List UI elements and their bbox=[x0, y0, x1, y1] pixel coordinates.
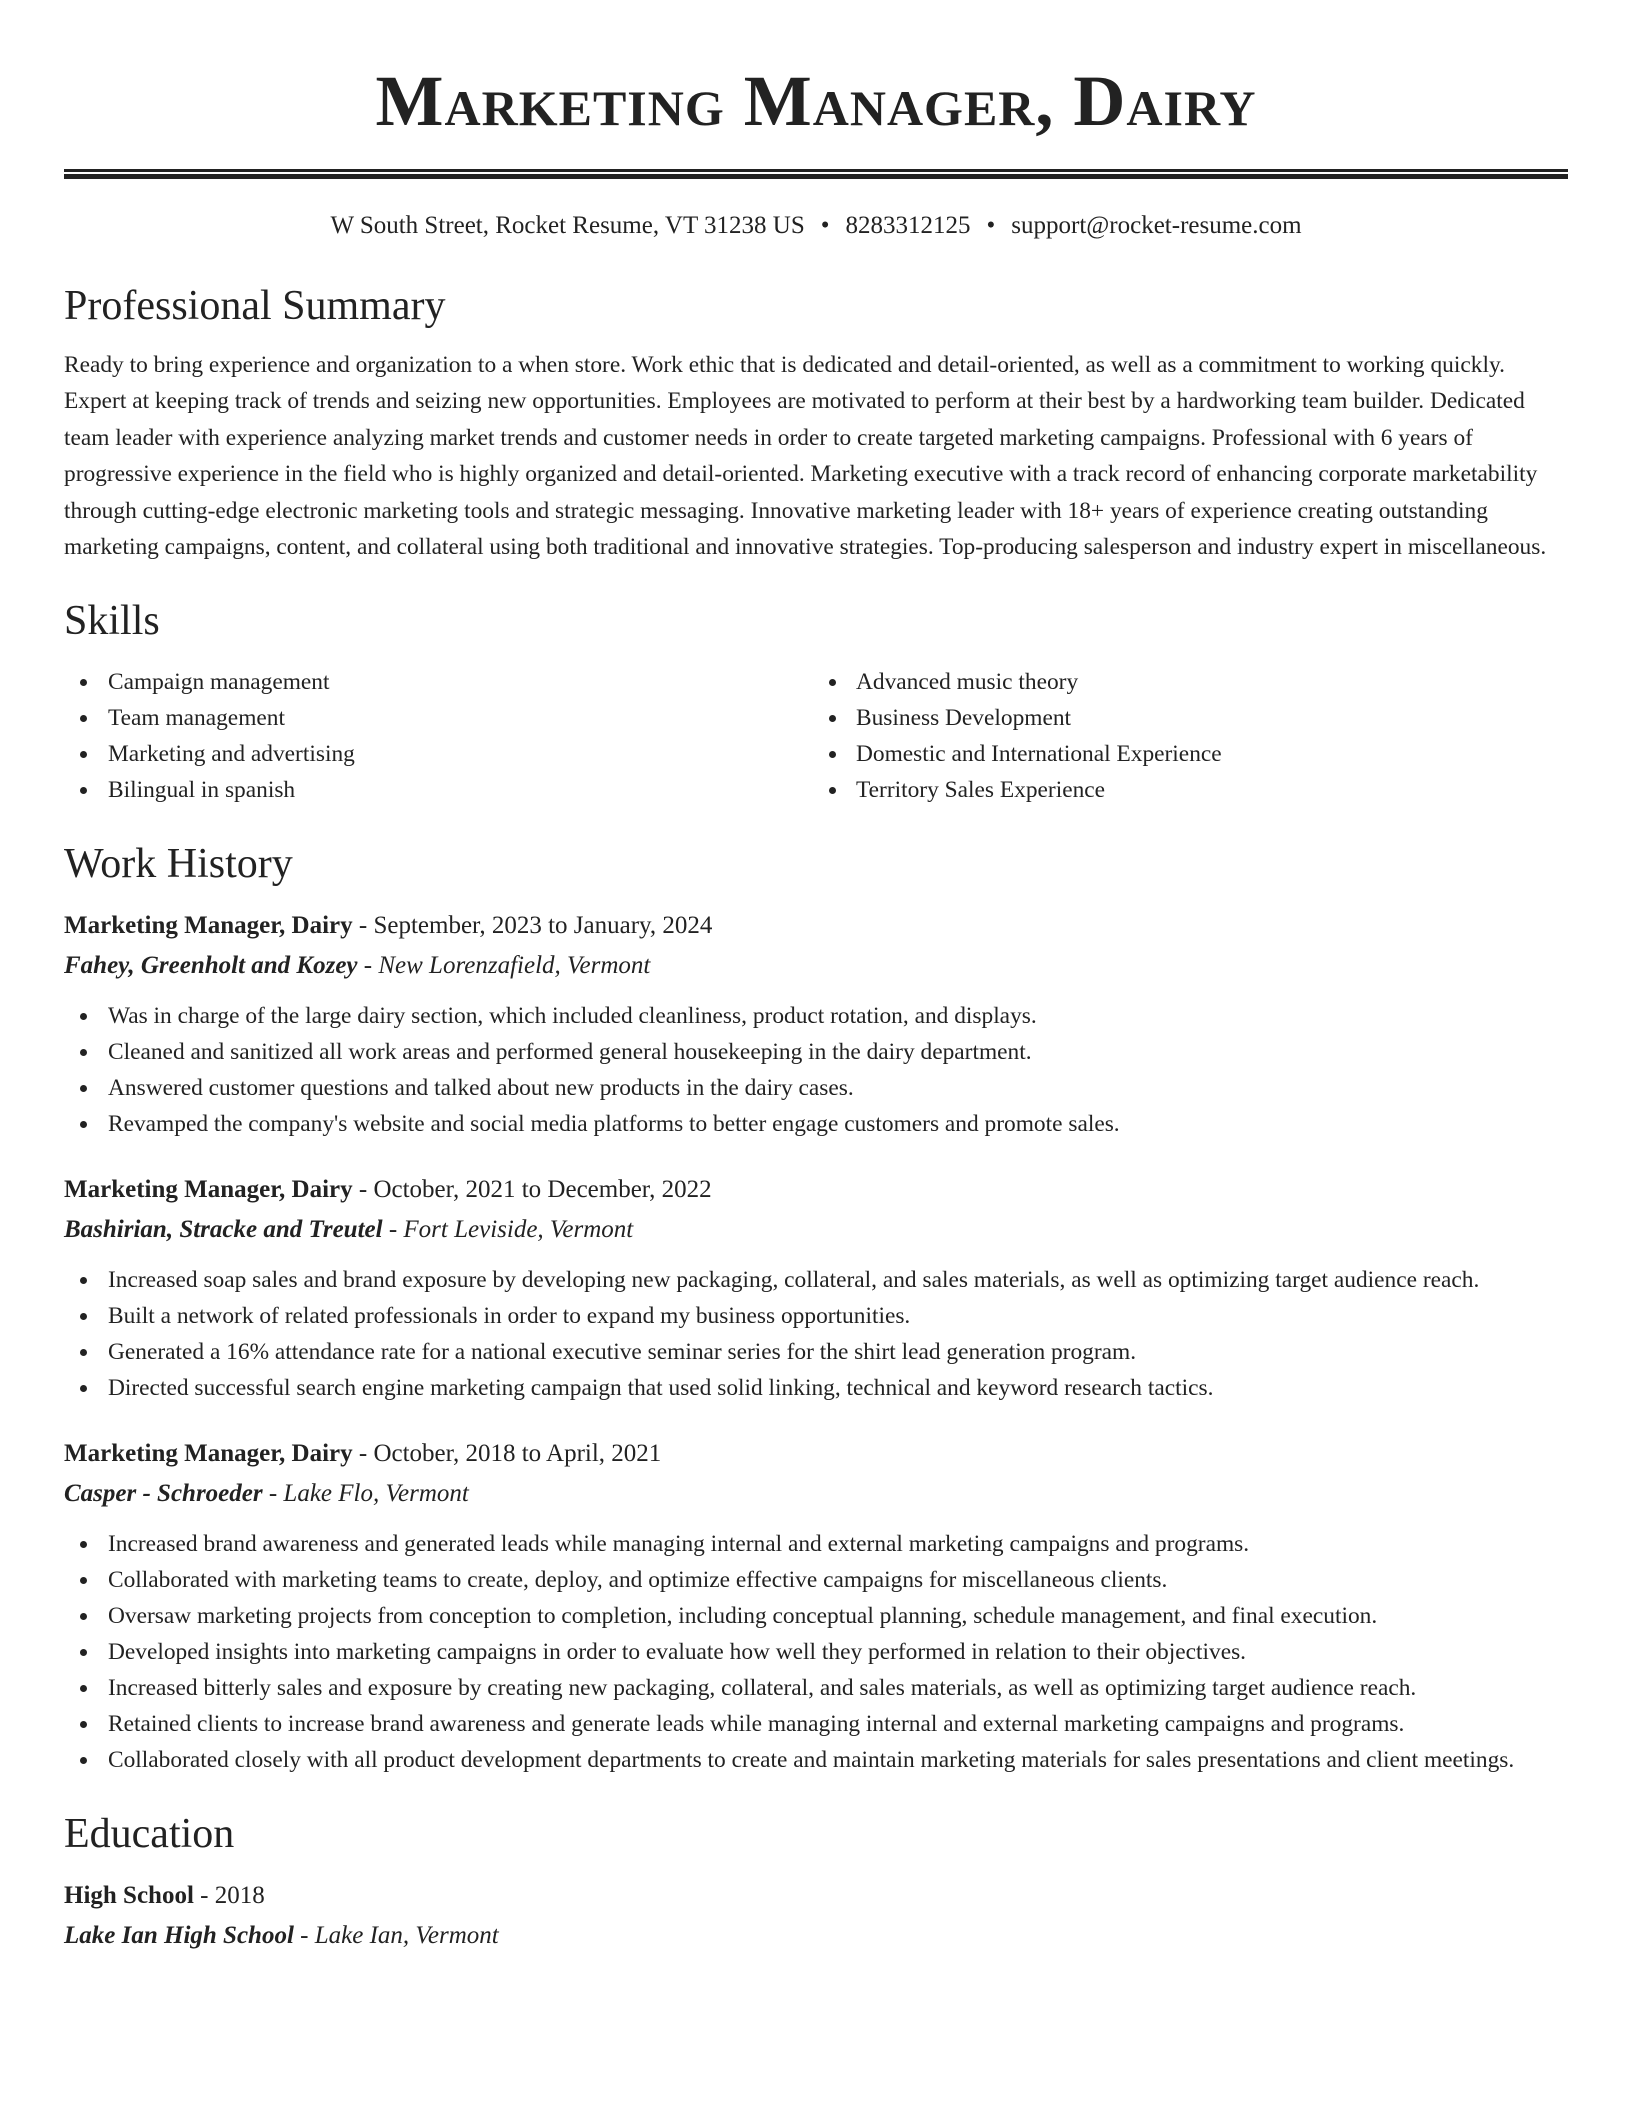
job-bullet: Was in charge of the large dairy section, which included cleanliness, product rotation, and displays. bbox=[64, 998, 1568, 1034]
company-name: Bashirian, Stracke and Treutel bbox=[64, 1216, 383, 1244]
contact-line bbox=[64, 209, 1568, 243]
skill-item: Campaign management bbox=[64, 664, 816, 700]
skill-item: Business Development bbox=[816, 700, 1568, 736]
company-location: - Lake Flo, Vermont bbox=[262, 1480, 469, 1508]
job-bullet: Answered customer questions and talked about new products in the dairy cases. bbox=[64, 1070, 1568, 1106]
summary-heading: Professional Summary bbox=[64, 283, 446, 329]
skills-list bbox=[64, 664, 1568, 808]
degree-line bbox=[64, 1876, 1568, 1916]
graduation-year: - 2018 bbox=[193, 1882, 265, 1910]
resume-title: Marketing Manager, Dairy bbox=[375, 61, 1257, 141]
skills-column-left bbox=[64, 664, 816, 808]
job-bullets bbox=[64, 998, 1568, 1142]
job-entry bbox=[64, 906, 1568, 1142]
job-entry bbox=[64, 1170, 1568, 1406]
job-bullet: Collaborated with marketing teams to create, deploy, and optimize effective campaigns for miscellaneous clients. bbox=[64, 1562, 1568, 1598]
job-bullet: Increased soap sales and brand exposure by developing new packaging, collateral, and sales materials, as well as optimizing target audience reach. bbox=[64, 1262, 1568, 1298]
company-line bbox=[64, 1210, 1568, 1250]
contact-email: support@rocket-resume.com bbox=[1011, 212, 1302, 239]
job-dates: - September, 2023 to January, 2024 bbox=[352, 912, 713, 940]
company-name: Fahey, Greenholt and Kozey bbox=[64, 952, 358, 980]
company-line bbox=[64, 1474, 1568, 1514]
company-location: - Fort Leviside, Vermont bbox=[382, 1216, 634, 1244]
job-dates: - October, 2021 to December, 2022 bbox=[352, 1176, 712, 1204]
summary-text: Ready to bring experience and organization to a when store. Work ethic that is dedicated and detail-oriented, as well as a commitment to working quickly. Expert at keeping track of trends and seizing new opportunities. Employees are motivated to perform at their best by a hardworking team builder. Dedicated team leader with experience analyzing market trends and customer needs in order to create targeted marketing campaigns. Professional with 6 years of progressive experience in the field who is highly organized and detail-oriented. Marketing executive with a track record of enhancing corporate marketability through cutting-edge electronic marketing tools and strategic messaging. Innovative marketing leader with 18+ years of experience creating outstanding marketing campaigns, content, and collateral using both traditional and innovative strategies. Top-producing salesperson and industry expert in miscellaneous. bbox=[64, 352, 1547, 561]
job-dates: - October, 2018 to April, 2021 bbox=[352, 1440, 662, 1468]
contact-separator: • bbox=[986, 212, 996, 239]
job-title: Marketing Manager, Dairy bbox=[64, 1440, 353, 1468]
education-heading: Education bbox=[64, 1811, 235, 1858]
skill-item: Marketing and advertising bbox=[64, 736, 816, 772]
job-bullet: Developed insights into marketing campaigns in order to evaluate how well they performed in relation to their objectives. bbox=[64, 1634, 1568, 1670]
company-line bbox=[64, 946, 1568, 986]
contact-separator: • bbox=[820, 212, 830, 239]
skill-item: Territory Sales Experience bbox=[816, 772, 1568, 808]
contact-address: W South Street, Rocket Resume, VT 31238 US bbox=[330, 212, 805, 239]
education-entry bbox=[64, 1876, 1568, 1956]
company-name: Casper - Schroeder bbox=[64, 1480, 263, 1508]
job-bullet: Built a network of related professionals in order to expand my business opportunities. bbox=[64, 1298, 1568, 1334]
contact-phone: 8283312125 bbox=[845, 212, 971, 239]
work-history-heading: Work History bbox=[64, 841, 293, 888]
job-entry bbox=[64, 1434, 1568, 1778]
job-title: Marketing Manager, Dairy bbox=[64, 912, 353, 940]
skills-column-right bbox=[816, 664, 1568, 808]
job-bullet: Oversaw marketing projects from conception to completion, including conceptual planning, schedule management, and final execution. bbox=[64, 1598, 1568, 1634]
job-bullet: Collaborated closely with all product development departments to create and maintain marketing materials for sales presentations and client meetings. bbox=[64, 1742, 1568, 1778]
job-bullets bbox=[64, 1262, 1568, 1406]
skill-item: Bilingual in spanish bbox=[64, 772, 816, 808]
job-title-line bbox=[64, 1434, 1568, 1474]
job-bullets bbox=[64, 1526, 1568, 1778]
skill-item: Team management bbox=[64, 700, 816, 736]
skill-item: Domestic and International Experience bbox=[816, 736, 1568, 772]
job-bullet: Revamped the company's website and social media platforms to better engage customers and promote sales. bbox=[64, 1106, 1568, 1142]
school-line bbox=[64, 1916, 1568, 1956]
job-bullet: Directed successful search engine marketing campaign that used solid linking, technical and keyword research tactics. bbox=[64, 1370, 1568, 1406]
skill-item: Advanced music theory bbox=[816, 664, 1568, 700]
school-name: Lake Ian High School bbox=[64, 1922, 294, 1950]
job-bullet: Cleaned and sanitized all work areas and performed general housekeeping in the dairy department. bbox=[64, 1034, 1568, 1070]
skills-heading: Skills bbox=[64, 598, 160, 645]
title-divider bbox=[64, 169, 1568, 179]
job-bullet: Generated a 16% attendance rate for a national executive seminar series for the shirt lead generation program. bbox=[64, 1334, 1568, 1370]
job-bullet: Increased bitterly sales and exposure by creating new packaging, collateral, and sales materials, as well as optimizing target audience reach. bbox=[64, 1670, 1568, 1706]
company-location: - New Lorenzafield, Vermont bbox=[357, 952, 651, 980]
job-bullet: Increased brand awareness and generated leads while managing internal and external marketing campaigns and programs. bbox=[64, 1526, 1568, 1562]
job-title-line bbox=[64, 1170, 1568, 1210]
job-title: Marketing Manager, Dairy bbox=[64, 1176, 353, 1204]
job-title-line bbox=[64, 906, 1568, 946]
job-bullet: Retained clients to increase brand awareness and generate leads while managing internal and external marketing campaigns and programs. bbox=[64, 1706, 1568, 1742]
degree: High School bbox=[64, 1882, 194, 1910]
school-location: - Lake Ian, Vermont bbox=[293, 1922, 499, 1950]
